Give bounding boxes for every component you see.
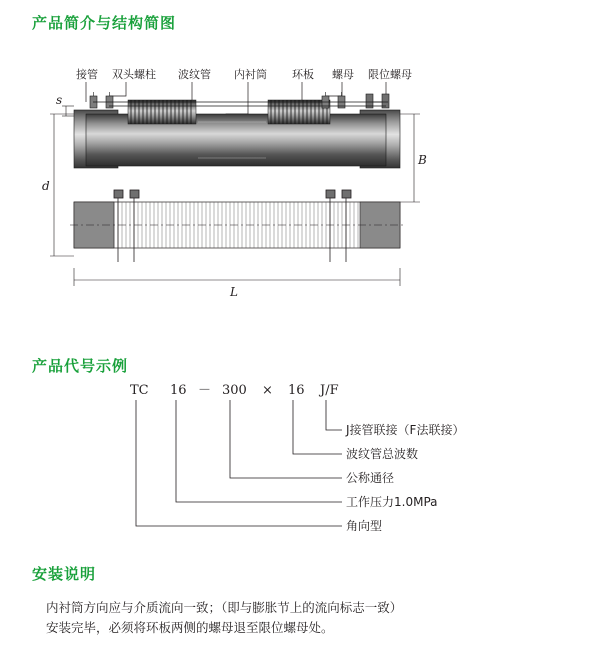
section-view	[70, 190, 406, 262]
structure-diagram	[30, 62, 570, 302]
dim-label-L: L	[230, 285, 238, 299]
code-description: 角向型	[346, 519, 383, 533]
code-description: 公称通径	[346, 471, 395, 485]
code-leader-lines	[136, 400, 342, 526]
code-part: TC	[130, 383, 149, 398]
callout-label: 环板	[292, 68, 314, 81]
code-part: 16	[288, 383, 305, 398]
dim-label-s: s	[56, 93, 63, 107]
code-part: 300	[222, 383, 247, 398]
bellows-left	[128, 100, 196, 124]
callout-label: 限位螺母	[368, 68, 412, 81]
product-code-diagram	[30, 378, 570, 543]
code-description: J接管联接（F法联接）	[346, 423, 465, 437]
code-part: J/F	[320, 383, 339, 398]
callout-label: 双头螺柱	[112, 68, 156, 81]
code-part: 16	[170, 383, 187, 398]
callout-label: 接管	[76, 68, 98, 81]
code-description: 工作压力1.0MPa	[346, 495, 438, 509]
code-part: －	[198, 383, 212, 398]
section-title-install: 安装说明	[32, 565, 97, 583]
install-note-line: 内衬筒方向应与介质流向一致；（即与膨胀节上的流向标志一致）	[46, 600, 403, 615]
install-notes	[46, 598, 566, 638]
callout-label: 波纹管	[178, 68, 211, 81]
callout-label: 内衬筒	[234, 68, 267, 81]
dim-label-d: d	[42, 179, 50, 193]
code-description: 波纹管总波数	[346, 447, 419, 461]
bellows-right	[268, 100, 330, 124]
section-title-intro: 产品简介与结构简图	[32, 14, 177, 32]
dim-label-B: B	[418, 153, 427, 167]
callout-label: 螺母	[332, 68, 354, 81]
section-title-code: 产品代号示例	[32, 357, 129, 375]
callout-labels	[76, 67, 412, 81]
code-part: ×	[262, 383, 273, 398]
install-note-line: 安装完毕，必须将环板两侧的螺母退至限位螺母处。	[46, 620, 334, 635]
